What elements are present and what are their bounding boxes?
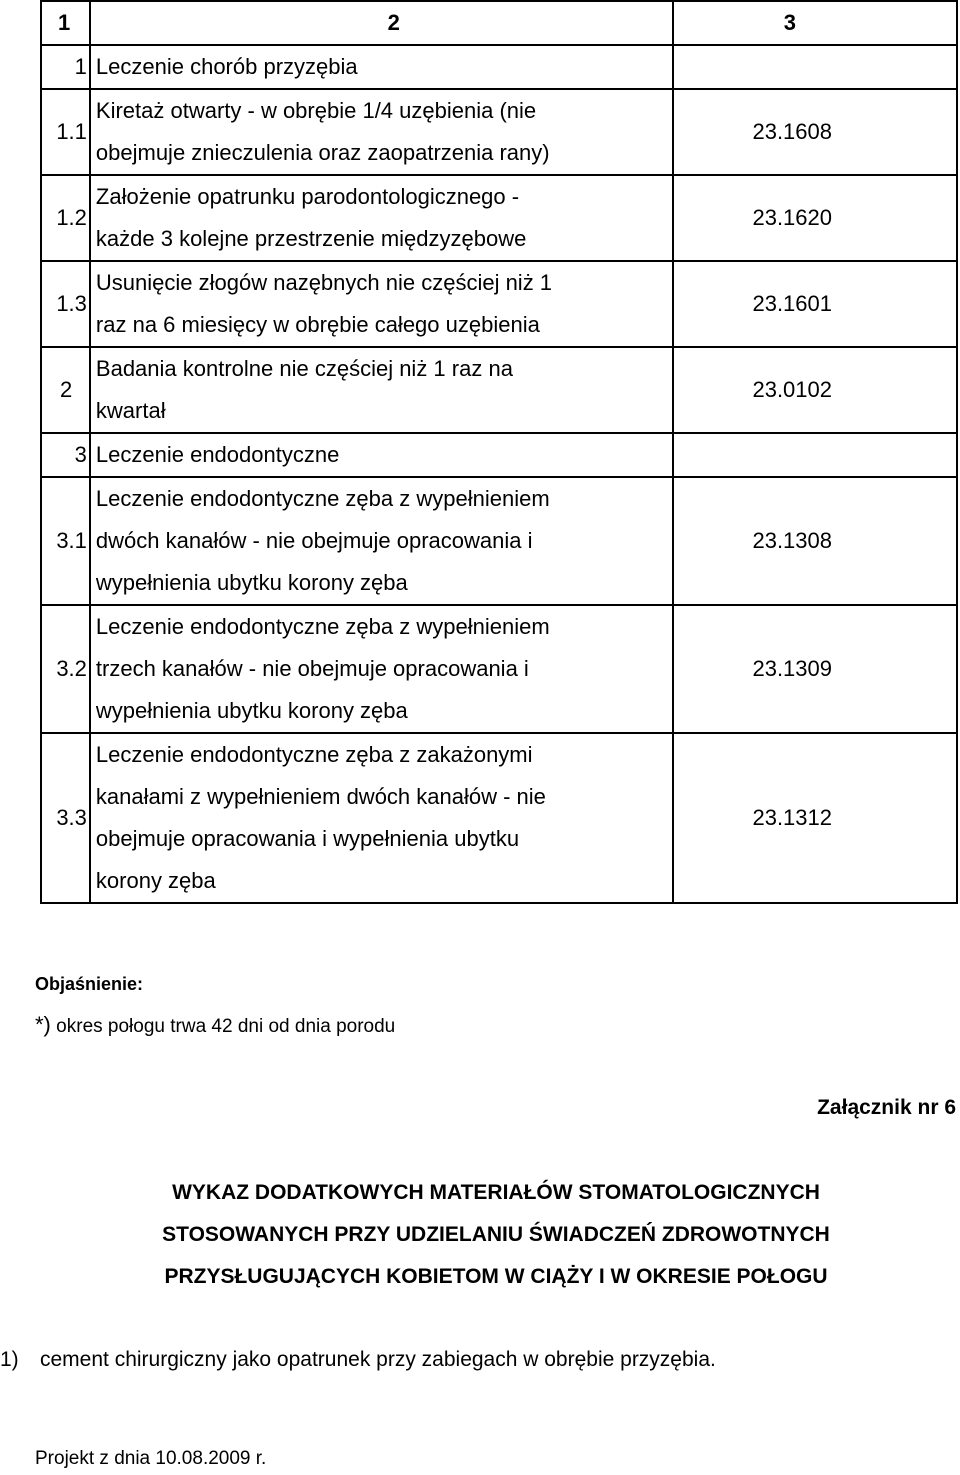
description-line: Leczenie chorób przyzębia [95, 54, 358, 79]
description-line: kanałami z wypełnieniem dwóch kanałów - nie [95, 784, 546, 809]
row-number: 1 [41, 45, 90, 89]
table-row [41, 347, 957, 433]
row-code: 23.1608 [673, 89, 957, 175]
table-header-row [41, 1, 957, 45]
description-line: raz na 6 miesięcy w obrębie całego uzębienia [95, 312, 540, 337]
description-line: każde 3 kolejne przestrzenie międzyzębowe [95, 226, 527, 251]
table-row [41, 733, 957, 903]
table-row [41, 89, 957, 175]
description-line: Leczenie endodontyczne zęba z wypełnieniem [95, 614, 550, 639]
row-description [90, 433, 673, 477]
procedures-table [40, 0, 958, 904]
explanation-note [35, 1012, 395, 1038]
list-item-text: cement chirurgiczny jako opatrunek przy zabiegach w obrębie przyzębia. [40, 1348, 716, 1371]
description-line: kwartał [95, 398, 166, 423]
row-number: 1.3 [41, 261, 90, 347]
footer-date: Projekt z dnia 10.08.2009 r. [35, 1448, 267, 1469]
row-number: 3 [41, 433, 90, 477]
row-number: 1.2 [41, 175, 90, 261]
row-code [673, 433, 957, 477]
description-line: Leczenie endodontyczne zęba z zakażonymi [95, 742, 533, 767]
description-line: obejmuje opracowania i wypełnienia ubytku [95, 826, 520, 851]
table-row [41, 45, 957, 89]
row-number: 3.2 [41, 605, 90, 733]
row-description [90, 45, 673, 89]
header-col-3: 3 [673, 1, 957, 45]
description-line: Usunięcie złogów nazębnych nie częściej niż 1 [95, 270, 553, 295]
row-number: 3.3 [41, 733, 90, 903]
description-line: wypełnienia ubytku korony zęba [95, 570, 408, 595]
document-heading-line-2: STOSOWANYCH PRZY UDZIELANIU ŚWIADCZEŃ ZDROWOTNYCH [162, 1223, 830, 1246]
row-description [90, 477, 673, 605]
table-row [41, 433, 957, 477]
row-code: 23.1309 [673, 605, 957, 733]
description-line: Kiretaż otwarty - w obrębie 1/4 uzębienia (nie [95, 98, 537, 123]
description-line: obejmuje znieczulenia oraz zaopatrzenia rany) [95, 140, 550, 165]
description-line: Badania kontrolne nie częściej niż 1 raz na [95, 356, 513, 381]
row-number: 1.1 [41, 89, 90, 175]
table-row [41, 175, 957, 261]
row-number: 3.1 [41, 477, 90, 605]
row-code: 23.0102 [673, 347, 957, 433]
procedures-table-body [41, 1, 957, 903]
explanation-text: okres połogu trwa 42 dni od dnia porodu [50, 1016, 396, 1037]
description-line: Leczenie endodontyczne zęba z wypełnieniem [95, 486, 550, 511]
row-number: 2 [41, 347, 90, 433]
header-col-1: 1 [41, 1, 90, 45]
description-line: wypełnienia ubytku korony zęba [95, 698, 408, 723]
description-line: korony zęba [95, 868, 216, 893]
row-description [90, 261, 673, 347]
description-line: Założenie opatrunku parodontologicznego - [95, 184, 520, 209]
row-description [90, 347, 673, 433]
description-line: trzech kanałów - nie obejmuje opracowania i [95, 656, 529, 681]
row-code [673, 45, 957, 89]
asterisk-mark: *) [35, 1012, 51, 1037]
list-item-number: 1) [0, 1348, 19, 1371]
row-code: 23.1620 [673, 175, 957, 261]
description-line: dwóch kanałów - nie obejmuje opracowania i [95, 528, 533, 553]
row-description [90, 733, 673, 903]
document-heading-line-1: WYKAZ DODATKOWYCH MATERIAŁÓW STOMATOLOGICZNYCH [172, 1181, 820, 1204]
row-code: 23.1601 [673, 261, 957, 347]
document-heading-line-3: PRZYSŁUGUJĄCYCH KOBIETOM W CIĄŻY I W OKRESIE POŁOGU [164, 1265, 828, 1288]
annex-label: Załącznik nr 6 [817, 1096, 956, 1119]
row-description [90, 605, 673, 733]
description-line: Leczenie endodontyczne [95, 442, 340, 467]
list-item [0, 1348, 716, 1372]
explanation-title: Objaśnienie: [35, 974, 144, 994]
row-description [90, 89, 673, 175]
header-col-2: 2 [90, 1, 673, 45]
table-row [41, 261, 957, 347]
row-code: 23.1308 [673, 477, 957, 605]
row-code: 23.1312 [673, 733, 957, 903]
table-row [41, 477, 957, 605]
row-description [90, 175, 673, 261]
table-row [41, 605, 957, 733]
